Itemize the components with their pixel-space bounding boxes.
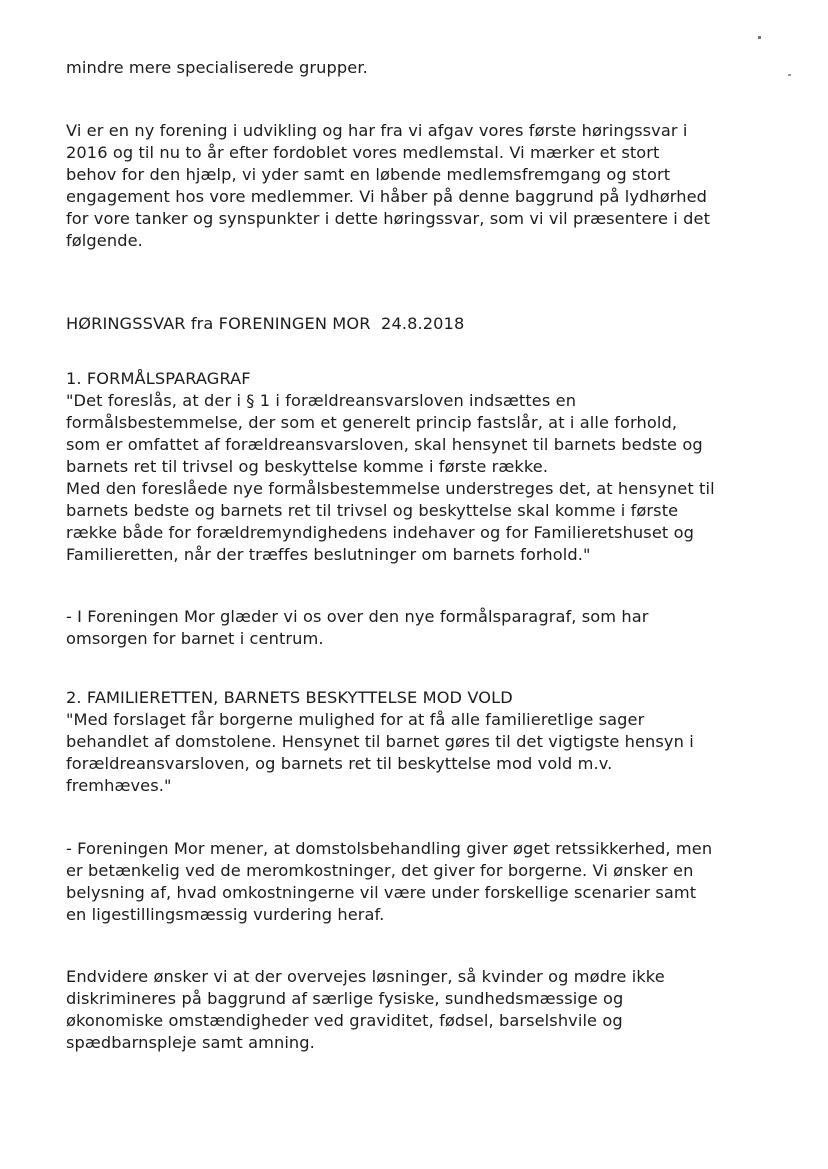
- quote-line: som er omfattet af forældreansvarsloven, skal hensynet til barnets bedste og: [66, 435, 703, 454]
- text-line: Endvidere ønsker vi at der overvejes løsninger, så kvinder og mødre ikke: [66, 967, 665, 986]
- text-line: omsorgen for barnet i centrum.: [66, 629, 324, 648]
- section-2: [66, 687, 786, 797]
- document-heading: [66, 313, 786, 335]
- text-line: Vi er en ny forening i udvikling og har fra vi afgav vores første høringssvar i: [66, 121, 688, 140]
- quote-line: barnets ret til trivsel og beskyttelse komme i første række.: [66, 457, 549, 476]
- text-line: spædbarnspleje samt amning.: [66, 1033, 315, 1052]
- text-line: følgende.: [66, 231, 143, 250]
- section-2-additional: [66, 966, 786, 1054]
- section-2-response: [66, 838, 786, 926]
- quote-line: formålsbestemmelse, der som et generelt princip fastslår, at i alle forhold,: [66, 413, 678, 432]
- quote-line: fremhæves.": [66, 776, 172, 795]
- quote-line: behandlet af domstolene. Hensynet til barnet gøres til det vigtigste hensyn i: [66, 732, 694, 751]
- section-2-title: 2. FAMILIERETTEN, BARNETS BESKYTTELSE MOD VOLD: [66, 688, 513, 707]
- text-line: 2016 og til nu to år efter fordoblet vores medlemstal. Vi mærker et stort: [66, 143, 660, 162]
- scan-speck: [758, 36, 761, 39]
- quote-line: "Det foreslås, at der i § 1 i forældreansvarsloven indsættes en: [66, 391, 577, 410]
- intro-paragraph: [66, 120, 786, 252]
- section-1-title: 1. FORMÅLSPARAGRAF: [66, 369, 251, 388]
- text-line: diskrimineres på baggrund af særlige fysiske, sundhedsmæssige og: [66, 989, 624, 1008]
- quote-line: "Med forslaget får borgerne mulighed for at få alle familieretlige sager: [66, 710, 645, 729]
- text-line: en ligestillingsmæssig vurdering heraf.: [66, 905, 385, 924]
- text-line: mindre mere specialiserede grupper.: [66, 58, 368, 77]
- intro-continuation: [66, 57, 786, 79]
- text-line: belysning af, hvad omkostningerne vil være under forskellige scenarier samt: [66, 883, 697, 902]
- quote-line: række både for forældremyndighedens indehaver og for Familieretshuset og: [66, 523, 694, 542]
- heading-line: HØRINGSSVAR fra FORENINGEN MOR 24.8.2018: [66, 314, 465, 333]
- scan-speck: [788, 74, 791, 76]
- quote-line: Med den foreslåede nye formålsbestemmelse understreges det, at hensynet til: [66, 479, 715, 498]
- section-1-response: [66, 606, 786, 650]
- text-line: engagement hos vore medlemmer. Vi håber på denne baggrund på lydhørhed: [66, 187, 708, 206]
- text-line: - I Foreningen Mor glæder vi os over den nye formålsparagraf, som har: [66, 607, 649, 626]
- section-1: [66, 368, 786, 566]
- quote-line: barnets bedste og barnets ret til trivsel og beskyttelse skal komme i første: [66, 501, 679, 520]
- text-line: - Foreningen Mor mener, at domstolsbehandling giver øget retssikkerhed, men: [66, 839, 713, 858]
- text-line: er betænkelig ved de meromkostninger, det giver for borgerne. Vi ønsker en: [66, 861, 694, 880]
- text-line: for vore tanker og synspunkter i dette høringssvar, som vi vil præsentere i det: [66, 209, 711, 228]
- quote-line: forældreansvarsloven, og barnets ret til beskyttelse mod vold m.v.: [66, 754, 613, 773]
- text-line: behov for den hjælp, vi yder samt en løbende medlemsfremgang og stort: [66, 165, 671, 184]
- quote-line: Familieretten, når der træffes beslutninger om barnets forhold.": [66, 545, 591, 564]
- text-line: økonomiske omstændigheder ved graviditet, fødsel, barselshvile og: [66, 1011, 623, 1030]
